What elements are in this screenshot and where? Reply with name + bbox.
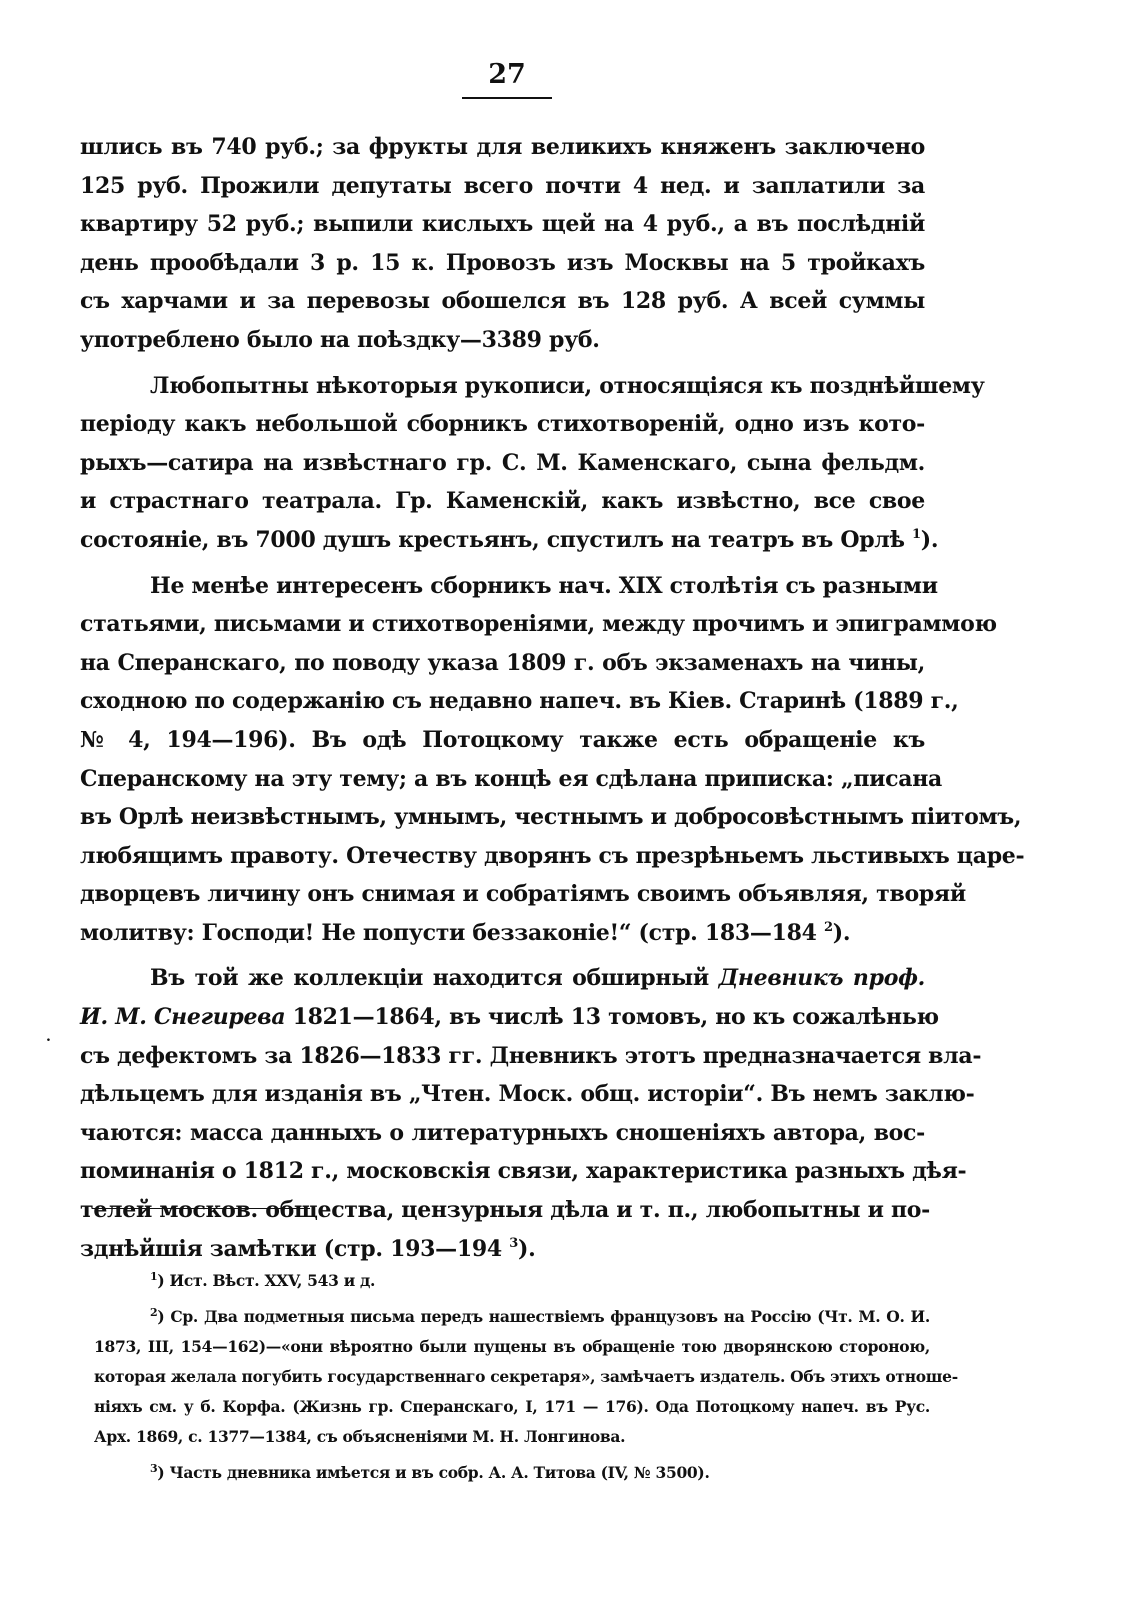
text-line: сходною по содержанію съ недавно напеч. въ Кіев. Старинѣ (1889 г., xyxy=(80,688,959,715)
body-text xyxy=(80,128,1025,1268)
footnote-text: ) Часть дневника имѣется и въ собр. А. А. Титова (IV, № 3500). xyxy=(157,1463,710,1482)
text-line: съ дефектомъ за 1826—1833 гг. Дневникъ этотъ предназначается вла- xyxy=(80,1042,982,1069)
text-line: день прообѣдали 3 р. 15 к. Провозъ изъ Москвы на 5 тройкахъ xyxy=(80,249,925,276)
footnote-number: 2 xyxy=(150,1306,158,1319)
text-line: квартиру 52 руб.; выпили кислыхъ щей на 4 руб., а въ послѣдній xyxy=(80,211,925,238)
text-line: 125 руб. Прожили депутаты всего почти 4 нед. и заплатили за xyxy=(80,172,925,199)
text-line: дѣльцемъ для изданія въ „Чтен. Моск. общ. исторіи“. Въ немъ заклю- xyxy=(80,1081,975,1108)
text-fragment: молитву: Господи! Не попусти беззаконіе!“ (стр. 183—184 xyxy=(80,919,817,946)
text-line: рыхъ—сатира на извѣстнаго гр. С. М. Каменскаго, сына фельдм. xyxy=(80,449,925,476)
text-line: шлись въ 740 руб.; за фрукты для великихъ княженъ заключено xyxy=(80,134,925,160)
text-line xyxy=(80,914,925,953)
text-line: любящимъ правоту. Отечеству дворянъ съ презрѣньемъ льстивыхъ царе- xyxy=(80,842,1025,869)
text-fragment: ). xyxy=(832,919,851,946)
paragraph-2 xyxy=(80,367,985,560)
footnote-line: Арх. 1869, с. 1377—1384, съ объясненіями М. Н. Лонгинова. xyxy=(94,1427,626,1446)
footnote-3 xyxy=(94,1458,930,1488)
italic-title: Дневникъ проф. xyxy=(718,965,925,992)
text-line: статьями, письмами и стихотвореніями, между прочимъ и эпиграммою xyxy=(80,611,997,638)
page-number: 27 xyxy=(488,59,526,90)
text-line xyxy=(80,998,939,1037)
footnote-text: ) Ист. Вѣст. XXV, 543 и д. xyxy=(157,1271,376,1290)
footnote-2 xyxy=(94,1302,930,1332)
page-number-rule xyxy=(462,97,552,99)
footnote-ref-1: 1 xyxy=(912,526,921,542)
text-line xyxy=(80,1230,925,1269)
paragraph-3 xyxy=(80,567,1025,953)
text-fragment: Въ той же коллекціи находится обширный xyxy=(150,965,719,992)
text-line xyxy=(80,521,939,560)
footnote-number: 3 xyxy=(150,1462,158,1475)
footnote-line: ніяхъ см. у б. Корфа. (Жизнь гр. Сперанскаго, I, 171 — 176). Ода Потоцкому напеч. въ Рус. xyxy=(94,1397,930,1416)
text-line: чаются: масса данныхъ о литературныхъ сношеніяхъ автора, вос- xyxy=(80,1119,925,1146)
footnotes xyxy=(94,1266,958,1488)
footnote-ref-2: 2 xyxy=(823,919,833,935)
text-fragment: ). xyxy=(920,526,939,553)
text-line: и страстнаго театрала. Гр. Каменскій, какъ извѣстно, все свое xyxy=(80,488,925,515)
paragraph-4 xyxy=(80,959,982,1268)
text-line: съ харчами и за перевозы обошелся въ 128 руб. А всей суммы xyxy=(80,288,925,315)
footnote-text: ) Ср. Два подметныя письма передъ нашествіемъ французовъ на Россію (Чт. М. О. И. xyxy=(157,1307,930,1326)
text-line: телей москов. общества, цензурныя дѣла и т. п., любопытны и по- xyxy=(80,1197,930,1224)
text-line: № 4, 194—196). Въ одѣ Потоцкому также есть обращеніе къ xyxy=(80,726,925,753)
text-line: поминанія о 1812 г., московскія связи, характеристика разныхъ дѣя- xyxy=(80,1158,967,1185)
text-fragment: состояніе, въ 7000 душъ крестьянъ, спустилъ на театръ въ Орлѣ xyxy=(80,526,905,553)
text-line: Не менѣе интересенъ сборникъ нач. XIX столѣтія съ разными xyxy=(150,572,938,599)
text-line: въ Орлѣ неизвѣстнымъ, умнымъ, честнымъ и добросовѣстнымъ піитомъ, xyxy=(80,804,1022,831)
text-line xyxy=(80,959,925,998)
footnote-line: которая желала погубить государственнаго секретаря», замѣчаетъ издатель. Объ этихъ отноше- xyxy=(94,1367,958,1386)
paragraph-1 xyxy=(80,128,925,360)
footnote-ref-3: 3 xyxy=(509,1235,518,1251)
text-line: на Сперанскаго, по поводу указа 1809 г. объ экзаменахъ на чины, xyxy=(80,649,925,676)
stray-print-mark: . xyxy=(46,1029,51,1045)
footnote-1 xyxy=(94,1266,930,1296)
footnote-line: 1873, III, 154—162)—«они вѣроятно были пущены въ обращеніе тою дворянскою стороною, xyxy=(94,1337,930,1356)
text-fragment: ). xyxy=(517,1235,536,1262)
text-line: дворцевъ личину онъ снимая и собратіямъ своимъ объявляя, творяй xyxy=(80,881,966,908)
text-fragment: зднѣйшія замѣтки (стр. 193—194 xyxy=(80,1235,502,1262)
text-line: Любопытны нѣкоторыя рукописи, относящіяся къ позднѣйшему xyxy=(150,372,985,399)
footnote-rule xyxy=(92,1208,310,1209)
text-line: Сперанскому на эту тему; а въ концѣ ея сдѣлана приписка: „писана xyxy=(80,765,942,792)
text-line: періоду какъ небольшой сборникъ стихотвореній, одно изъ кото- xyxy=(80,411,925,438)
footnote-number: 1 xyxy=(150,1270,158,1283)
text-line: употреблено было на поѣздку—3389 руб. xyxy=(80,326,600,353)
italic-author: И. М. Снегирева xyxy=(80,1004,286,1031)
text-fragment: 1821—1864, въ числѣ 13 томовъ, но къ сожалѣнью xyxy=(285,1004,939,1031)
